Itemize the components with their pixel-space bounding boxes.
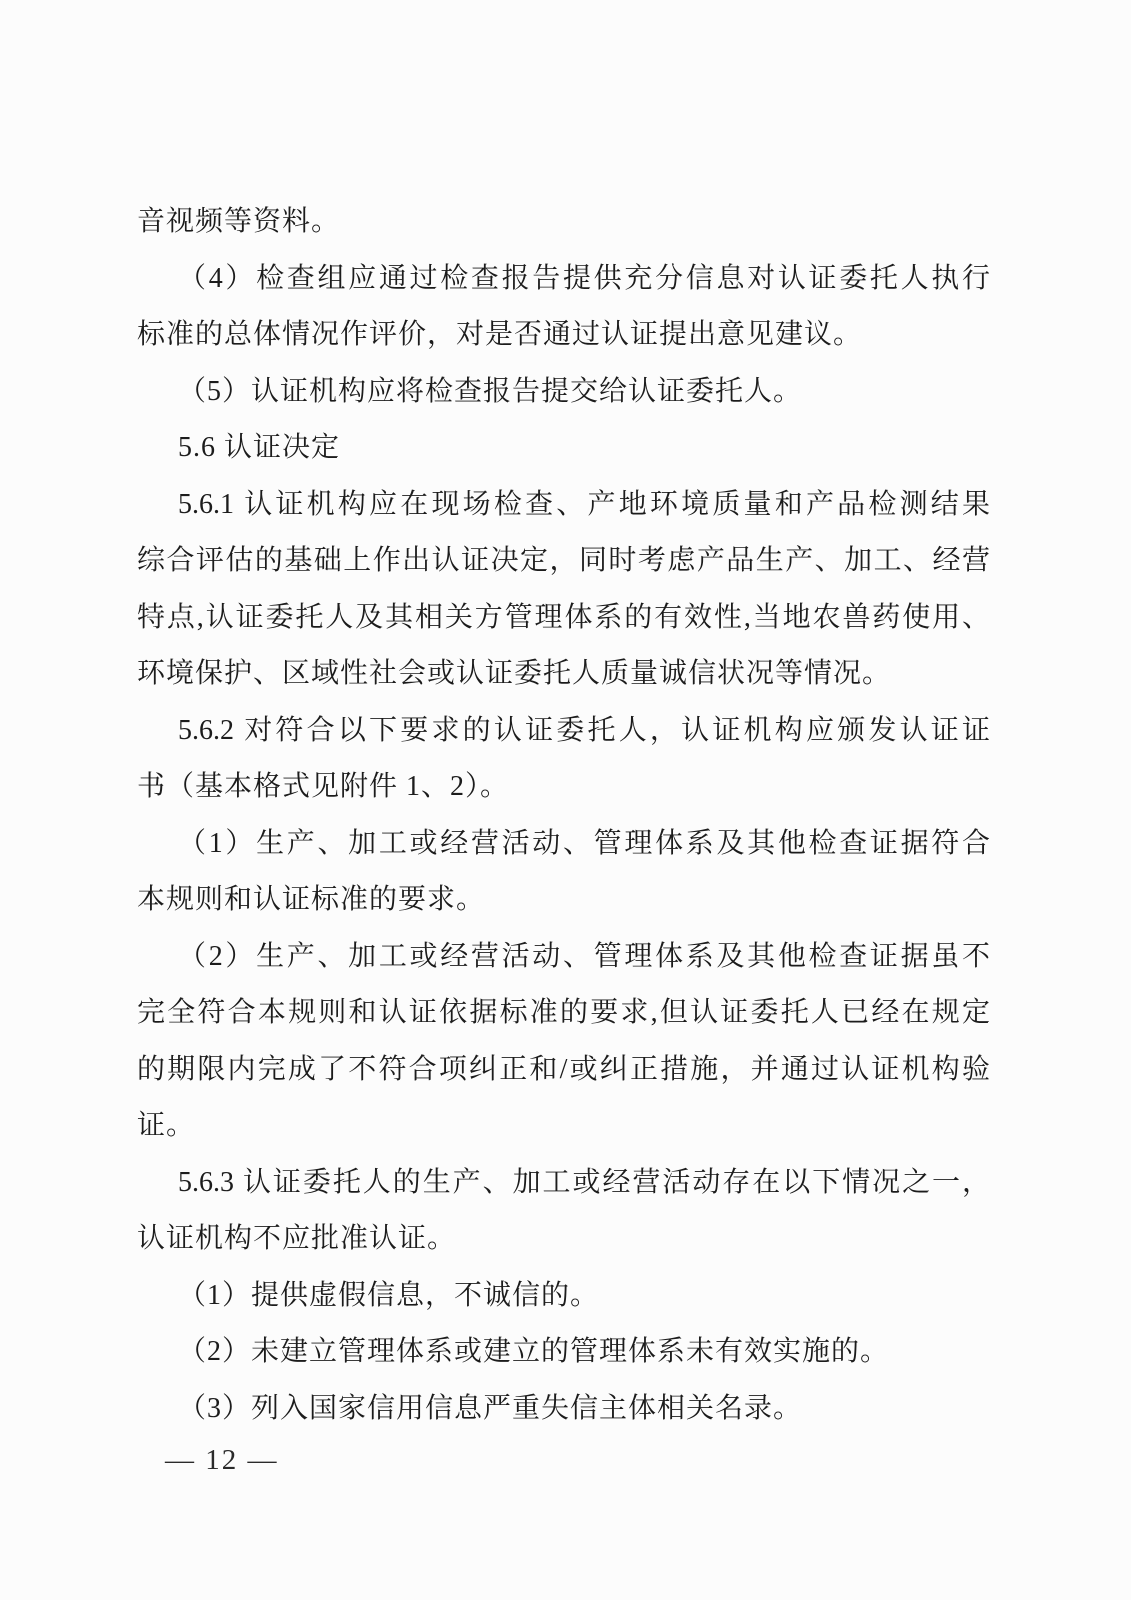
- text-line: 5.6.3 认证委托人的生产、加工或经营活动存在以下情况之一，: [178, 1166, 990, 1198]
- para-5-6-2: [137, 703, 990, 816]
- text-line: （2）未建立管理体系或建立的管理体系未有效实施的。: [178, 1336, 890, 1367]
- text-line: （1）生产、加工或经营活动、管理体系及其他检查证据符合: [178, 827, 990, 859]
- text-line: （5）认证机构应将检查报告提交给认证委托人。: [178, 375, 803, 407]
- document-text-block: [137, 194, 990, 1437]
- text-line: 音视频等资料。: [137, 206, 341, 237]
- para-item-4: [137, 251, 990, 364]
- text-line: 认证机构不应批准认证。: [137, 1223, 457, 1254]
- text-line: （3）列入国家信用信息严重失信主体相关名录。: [178, 1392, 803, 1424]
- para-5-6-2-item-1: [137, 816, 990, 929]
- para-continuation: [137, 194, 990, 251]
- text-line: 标准的总体情况作评价，对是否通过认证提出意见建议。: [137, 319, 863, 350]
- para-5-6-1: [137, 477, 990, 703]
- text-line: 特点,认证委托人及其相关方管理体系的有效性,当地农兽药使用、: [137, 601, 990, 633]
- text-line: （1）提供虚假信息，不诚信的。: [178, 1279, 600, 1311]
- heading-5-6: [137, 420, 990, 477]
- para-5-6-3: [137, 1155, 990, 1268]
- para-item-5: [137, 364, 990, 421]
- para-5-6-3-item-2: [137, 1324, 990, 1381]
- para-5-6-2-item-2: [137, 929, 990, 1155]
- text-line: （4）检查组应通过检查报告提供充分信息对认证委托人执行: [178, 262, 990, 294]
- page-number: — 12 —: [165, 1444, 279, 1476]
- text-line: 5.6.1 认证机构应在现场检查、产地环境质量和产品检测结果: [178, 488, 990, 520]
- text-line: 5.6.2 对符合以下要求的认证委托人，认证机构应颁发认证证: [178, 714, 990, 746]
- para-5-6-3-item-1: [137, 1268, 990, 1325]
- text-line: 书（基本格式见附件 1、2）。: [137, 771, 510, 802]
- text-line: 环境保护、区域性社会或认证委托人质量诚信状况等情况。: [137, 658, 892, 689]
- text-line: 综合评估的基础上作出认证决定，同时考虑产品生产、加工、经营: [137, 545, 990, 576]
- text-line: 5.6 认证决定: [178, 432, 341, 463]
- text-line: （2）生产、加工或经营活动、管理体系及其他检查证据虽不: [178, 940, 990, 972]
- text-line: 完全符合本规则和认证依据标准的要求,但认证委托人已经在规定: [137, 997, 990, 1028]
- text-line: 的期限内完成了不符合项纠正和/或纠正措施，并通过认证机构验: [137, 1053, 990, 1085]
- text-line: 证。: [137, 1110, 196, 1141]
- text-line: 本规则和认证标准的要求。: [137, 884, 486, 915]
- para-5-6-3-item-3: [137, 1381, 990, 1438]
